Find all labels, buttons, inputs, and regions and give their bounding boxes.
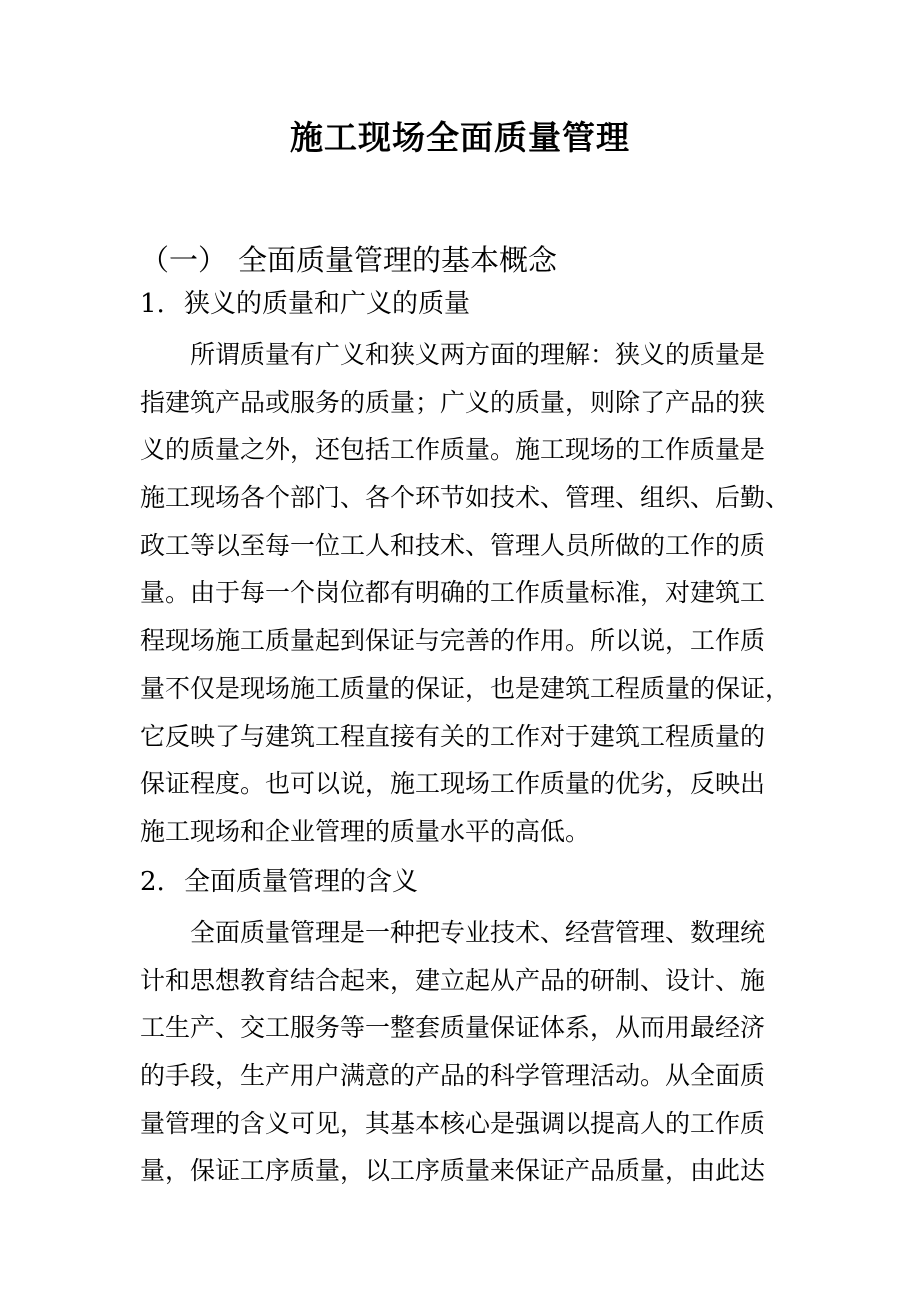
paragraph-line: 政工等以至每一位工人和技术、管理人员所做的工作的质 [140, 530, 766, 560]
paragraph-line: 工生产、交工服务等一整套质量保证体系，从而用最经济 [140, 1013, 766, 1043]
paragraph-line: 指建筑产品或服务的质量；广义的质量，则除了产品的狭 [140, 387, 766, 417]
sub-heading-title: 全面质量管理的含义 [184, 867, 419, 897]
paragraph-line: 施工现场和企业管理的质量水平的高低。 [140, 816, 591, 846]
section-heading-1 [140, 238, 557, 282]
paragraph-line: 量，保证工序质量，以工序质量来保证产品质量，由此达 [140, 1156, 766, 1186]
section-number: （一） [140, 243, 228, 277]
paragraph-line: 义的质量之外，还包括工作质量。施工现场的工作质量是 [140, 435, 766, 465]
paragraph-line: 它反映了与建筑工程直接有关的工作对于建筑工程质量的 [140, 721, 766, 751]
paragraph-line: 施工现场各个部门、各个环节如技术、管理、组织、后勤、 [140, 483, 791, 513]
paragraph-line: 量不仅是现场施工质量的保证，也是建筑工程质量的保证， [140, 673, 791, 703]
paragraph-line: 计和思想教育结合起来，建立起从产品的研制、设计、施 [140, 965, 766, 995]
sub-heading-1 [140, 284, 470, 324]
paragraph-narrow-broad-quality [140, 331, 820, 856]
sub-heading-title: 狭义的质量和广义的质量 [184, 289, 471, 319]
paragraph-line: 保证程度。也可以说，施工现场工作质量的优劣，反映出 [140, 769, 766, 799]
sub-heading-number: 2. [140, 867, 165, 897]
paragraph-line: 的手段，生产用户满意的产品的科学管理活动。从全面质 [140, 1061, 766, 1091]
paragraph-tqm-meaning [140, 909, 820, 1195]
document-title: 施工现场全面质量管理 [290, 118, 630, 157]
sub-heading-2 [140, 862, 418, 902]
paragraph-line: 量管理的含义可见，其基本核心是强调以提高人的工作质 [140, 1108, 766, 1138]
paragraph-line: 程现场施工质量起到保证与完善的作用。所以说，工作质 [140, 626, 766, 656]
paragraph-line: 全面质量管理是一种把专业技术、经营管理、数理统 [190, 918, 766, 947]
paragraph-line: 量。由于每一个岗位都有明确的工作质量标准，对建筑工 [140, 578, 766, 608]
paragraph-line: 所谓质量有广义和狭义两方面的理解：狭义的质量是 [190, 340, 766, 369]
sub-heading-number: 1. [140, 289, 165, 319]
section-title: 全面质量管理的基本概念 [238, 243, 558, 277]
